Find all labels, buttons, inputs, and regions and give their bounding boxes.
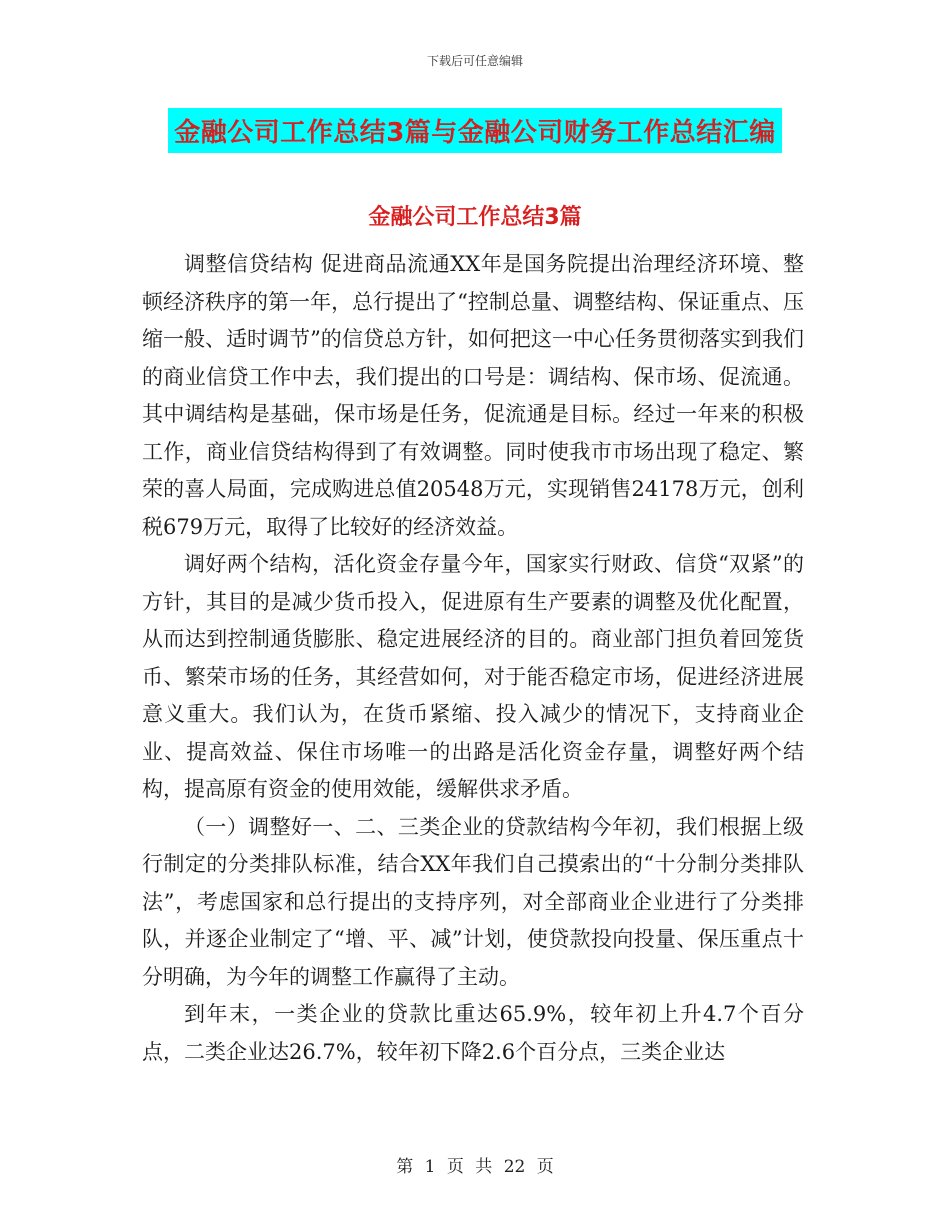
section-title: 金融公司工作总结3篇 (368, 205, 582, 230)
document-body (142, 246, 804, 1071)
main-title: 金融公司工作总结3篇与金融公司财务工作总结汇编 (168, 108, 782, 153)
paragraph: 调整信贷结构 促进商品流通XX年是国务院提出治理经济环境、整顿经济秩序的第一年，总行提出了“控制总量、调整结构、保证重点、压缩一般、适时调节”的信贷总方针，如何把这一中心任务贯彻落实到我们的商业信贷工作中去，我们提出的口号是：调结构、保市场、促流通。其中调结构是基础，保市场是任务，促流通是目标。经过一年来的积极工作，商业信贷结构得到了有效调整。同时使我市市场出现了稳定、繁荣的喜人局面，完成购进总值20548万元，实现销售24178万元，创利税679万元，取得了比较好的经济效益。 (142, 252, 804, 539)
paragraph: （一）调整好一、二、三类企业的贷款结构今年初，我们根据上级行制定的分类排队标准，结合XX年我们自己摸索出的“十分制分类排队法”，考虑国家和总行提出的支持序列，对全部商业企业进行了分类排队，并逐企业制定了“增、平、减”计划，使贷款投向投量、保压重点十分明确，为今年的调整工作赢得了主动。 (142, 814, 804, 989)
page-number: 第 1 页 共 22 页 (396, 1157, 554, 1177)
header-note: 下载后可任意编辑 (426, 54, 523, 68)
paragraph: 调好两个结构，活化资金存量今年，国家实行财政、信贷“双紧”的方针，其目的是减少货币投入，促进原有生产要素的调整及优化配置，从而达到控制通货膨胀、稳定进展经济的目的。商业部门担负着回笼货币、繁荣市场的任务，其经营如何，对于能否稳定市场，促进经济进展意义重大。我们认为，在货币紧缩、投入减少的情况下，支持商业企业、提高效益、保住市场唯一的出路是活化资金存量，调整好两个结构，提高原有资金的使用效能，缓解供求矛盾。 (142, 552, 804, 801)
main-title-container (0, 108, 950, 153)
paragraph: 到年末，一类企业的贷款比重达65.9%，较年初上升4.7个百分点，二类企业达26.7%，较年初下降2.6个百分点，三类企业达 (142, 1002, 804, 1064)
